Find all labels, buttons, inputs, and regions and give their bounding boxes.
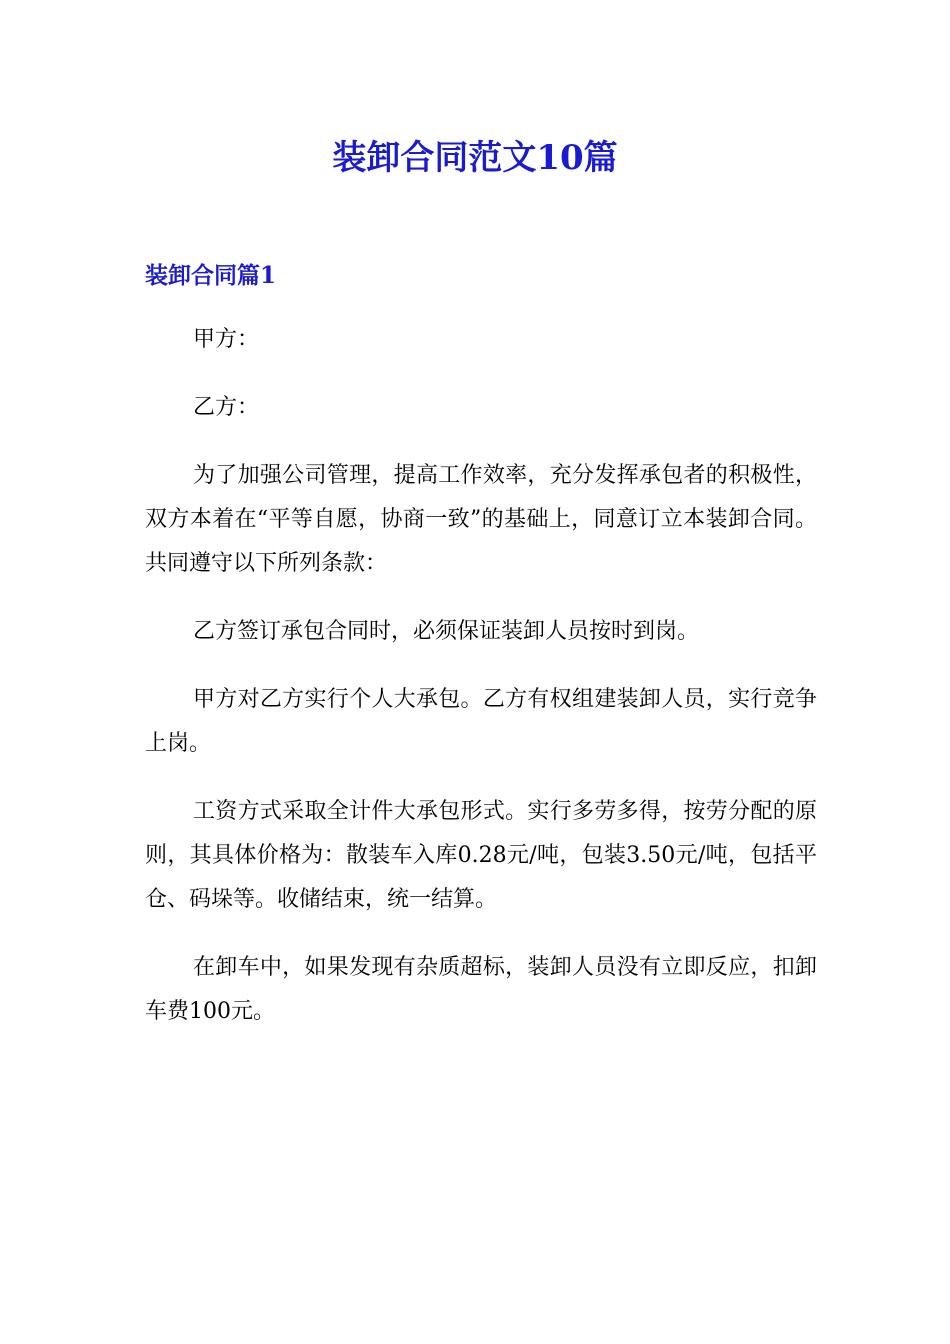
document-title: 装卸合同范文10篇 — [332, 138, 618, 178]
section-heading: 装卸合同篇1 — [145, 262, 277, 289]
document-body — [145, 318, 817, 1058]
paragraph-intro: 为了加强公司管理，提高工作效率，充分发挥承包者的积极性，双方本着在“平等自愿，协商一致”的基础上，同意订立本装卸合同。共同遵守以下所列条款： — [145, 463, 817, 576]
paragraph-clause: 在卸车中，如果发现有杂质超标，装卸人员没有立即反应，扣卸车费100元。 — [145, 955, 817, 1024]
paragraph-clause: 乙方签订承包合同时，必须保证装卸人员按时到岗。 — [193, 619, 700, 644]
paragraph-party-b: 乙方： — [193, 395, 260, 420]
paragraph-clause: 工资方式采取全计件大承包形式。实行多劳多得，按劳分配的原则，其具体价格为：散装车入库0.28元/吨，包装3.50元/吨，包括平仓、码垛等。收储结束，统一结算。 — [145, 799, 817, 912]
paragraph-clause: 甲方对乙方实行个人大承包。乙方有权组建装卸人员，实行竞争上岗。 — [145, 687, 817, 756]
paragraph-party-a: 甲方： — [193, 327, 260, 352]
